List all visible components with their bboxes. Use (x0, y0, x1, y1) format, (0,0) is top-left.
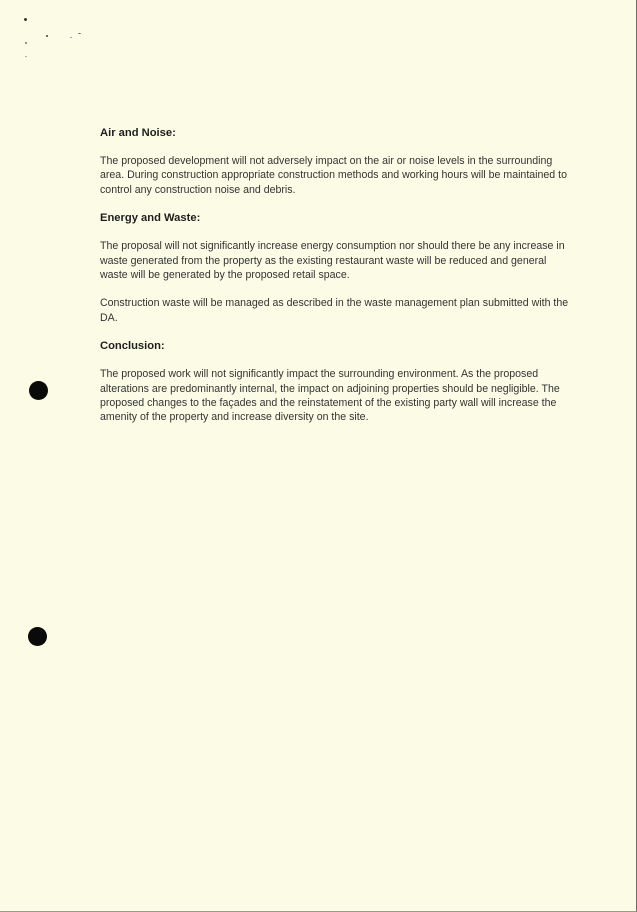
energy-waste-paragraph: The proposal will not significantly increase energy consumption nor should there be any increase in waste generated from the property as the existing restaurant waste will be reduced and general waste will be generated by the proposed retail space. (100, 240, 565, 282)
section-heading-energy-waste: Energy and Waste: (100, 212, 201, 225)
scan-speck (70, 37, 72, 38)
punch-hole-upper (29, 381, 48, 400)
punch-hole-lower (28, 627, 47, 646)
scan-speck (78, 33, 81, 34)
section-heading-air-noise: Air and Noise: (100, 127, 176, 139)
scan-speck (46, 35, 48, 37)
section-heading-conclusion: Conclusion: (100, 340, 165, 353)
scan-speck (24, 18, 27, 21)
conclusion-paragraph: The proposed work will not significantly impact the surrounding environment. As the proposed alterations are predominantly internal, the impact on adjoining properties should be negligible. The proposed changes to the façades and the reinstatement of the existing party wall will increase the amenity of the property and increase diversity on the site. (100, 368, 560, 424)
document-body (100, 126, 570, 439)
scan-speck (25, 42, 27, 44)
air-noise-paragraph: The proposed development will not adversely impact on the air or noise levels in the surrounding area. During construction appropriate construction methods and working hours will be maintained to control any construction noise and debris. (100, 155, 567, 196)
scan-speck (25, 56, 27, 57)
construction-waste-paragraph: Construction waste will be managed as described in the waste management plan submitted with the DA. (100, 297, 569, 324)
